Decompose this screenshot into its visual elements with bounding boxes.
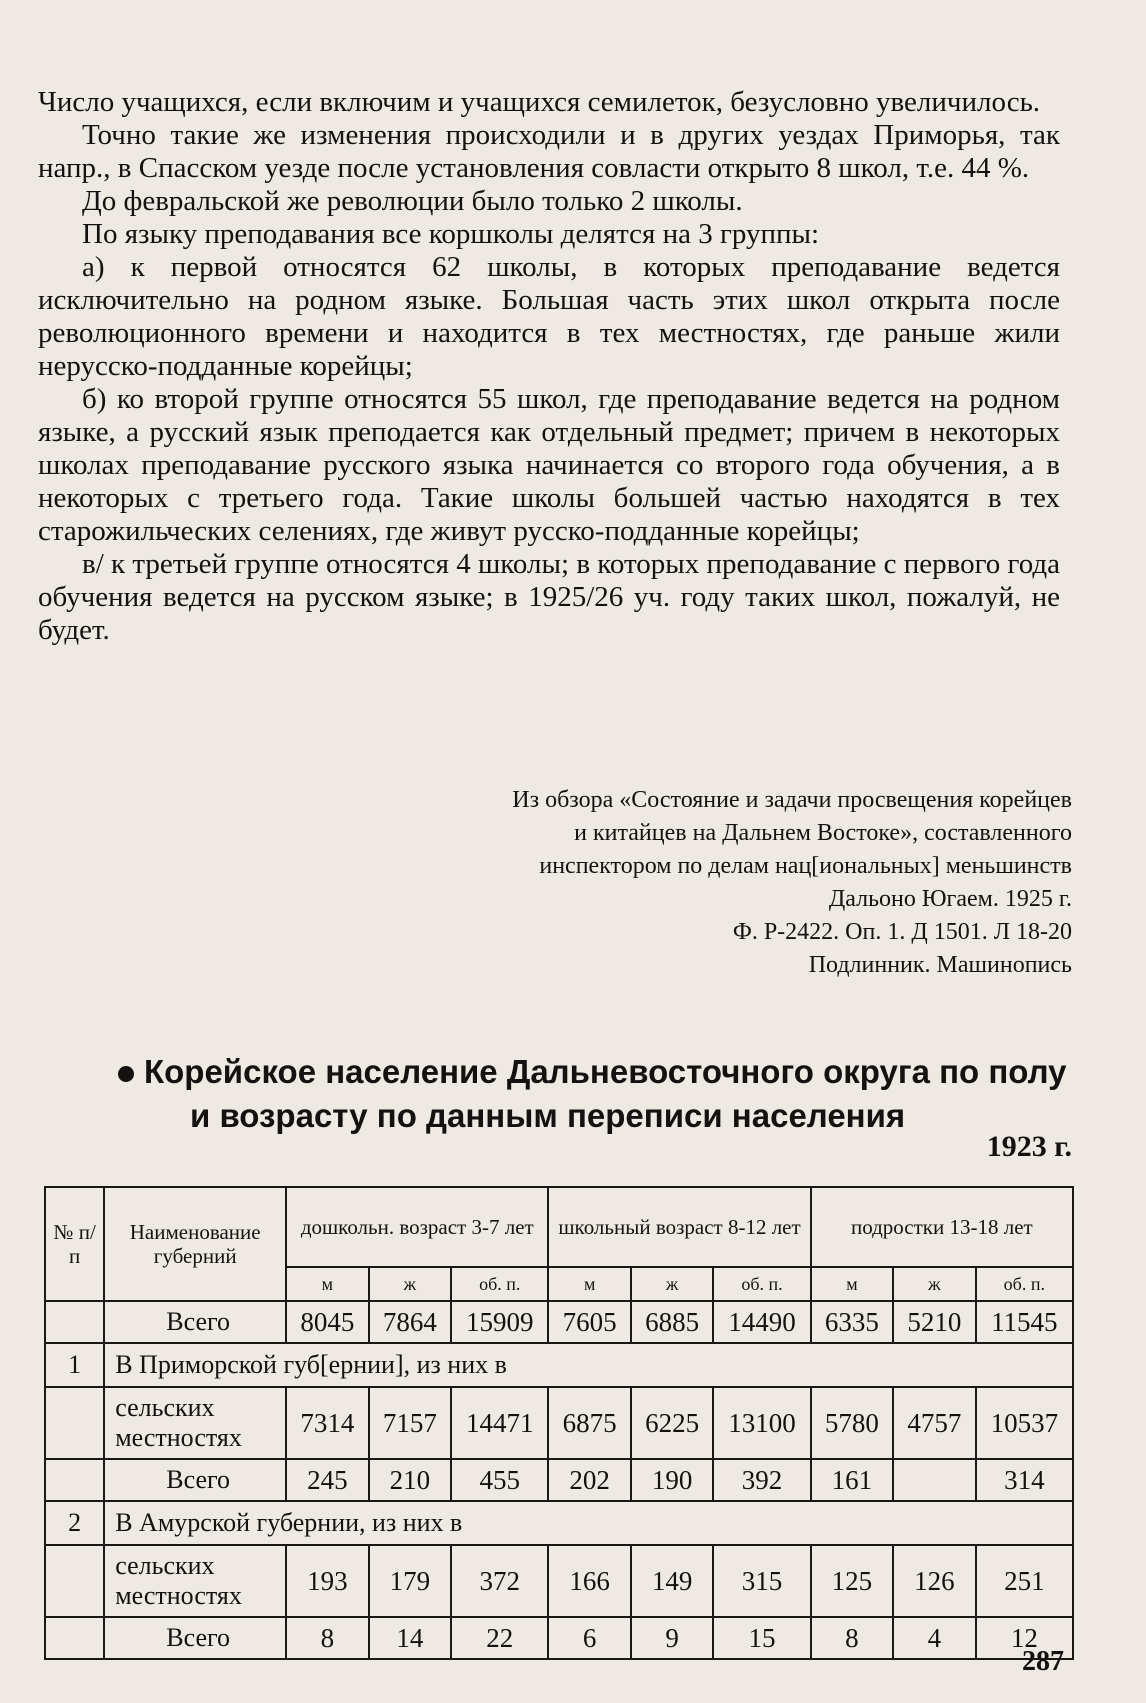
value-cell: 8	[811, 1617, 893, 1659]
paragraph: Точно такие же изменения происходили и в других уездах Приморья, так напр., в Спасском уезде после установления совласти открыто 8 школ, т.е. 44 %.	[38, 119, 1060, 184]
row-number	[45, 1617, 104, 1659]
value-cell: 251	[976, 1545, 1073, 1617]
value-cell: 166	[548, 1545, 630, 1617]
value-cell: 11545	[976, 1301, 1073, 1343]
row-number: 1	[45, 1343, 104, 1387]
subheader-cell: об. п.	[713, 1267, 810, 1301]
row-label: Всего	[104, 1301, 286, 1343]
value-cell: 193	[286, 1545, 368, 1617]
value-cell: 10537	[976, 1387, 1073, 1459]
subheader-cell: ж	[369, 1267, 451, 1301]
header-name: Наименование губерний	[104, 1187, 286, 1301]
value-cell: 22	[451, 1617, 548, 1659]
value-cell: 4757	[893, 1387, 975, 1459]
paragraph: До февральской же революции было только 2 школы.	[82, 185, 743, 217]
value-cell: 7605	[548, 1301, 630, 1343]
value-cell: 149	[631, 1545, 713, 1617]
value-cell: 15	[713, 1617, 810, 1659]
table-row	[45, 1387, 1073, 1459]
subheader-cell: м	[286, 1267, 368, 1301]
value-cell: 314	[976, 1459, 1073, 1501]
heading-line-2: и возрасту по данным переписи населения	[190, 1097, 906, 1134]
table-row	[45, 1343, 1073, 1387]
value-cell: 7157	[369, 1387, 451, 1459]
value-cell: 202	[548, 1459, 630, 1501]
value-cell: 8045	[286, 1301, 368, 1343]
value-cell: 14490	[713, 1301, 810, 1343]
table-row	[45, 1617, 1073, 1659]
value-cell: 15909	[451, 1301, 548, 1343]
row-label: Всего	[104, 1459, 286, 1501]
row-label: Всего	[104, 1617, 286, 1659]
value-cell: 455	[451, 1459, 548, 1501]
row-number	[45, 1545, 104, 1617]
value-cell: 7864	[369, 1301, 451, 1343]
subheader-cell: ж	[893, 1267, 975, 1301]
value-cell: 6	[548, 1617, 630, 1659]
heading-line-1: Корейское население Дальневосточного округа по полу	[144, 1053, 1067, 1090]
paragraph: б) ко второй группе относятся 55 школ, где преподавание ведется на родном языке, а русский язык преподается как отдельный предмет; причем в некоторых школах преподавание русского языка начинается со второго года обучения, а в некоторых с третьего года. Такие школы большей частью находятся в тех старожильческих селениях, где живут русско-подданные корейцы;	[38, 383, 1060, 547]
header-group: подростки 13-18 лет	[811, 1187, 1073, 1267]
census-table	[44, 1186, 1074, 1660]
table-row	[45, 1501, 1073, 1545]
subheader-cell: об. п.	[451, 1267, 548, 1301]
value-cell: 13100	[713, 1387, 810, 1459]
value-cell: 6225	[631, 1387, 713, 1459]
body-text	[38, 86, 1060, 647]
table-row	[45, 1459, 1073, 1501]
value-cell: 6875	[548, 1387, 630, 1459]
value-cell: 210	[369, 1459, 451, 1501]
value-cell: 6885	[631, 1301, 713, 1343]
value-cell: 126	[893, 1545, 975, 1617]
archive-reference: Ф. Р-2422. Оп. 1. Д 1501. Л 18-20	[732, 919, 1072, 945]
row-number	[45, 1301, 104, 1343]
section-label: В Амурской губернии, из них в	[104, 1501, 1073, 1545]
row-number: 2	[45, 1501, 104, 1545]
value-cell: 5210	[893, 1301, 975, 1343]
subheader-cell: об. п.	[976, 1267, 1073, 1301]
section-heading	[118, 1050, 1078, 1138]
header-group: школьный возраст 8-12 лет	[548, 1187, 810, 1267]
row-number	[45, 1387, 104, 1459]
section-label: В Приморской губ[ернии], из них в	[104, 1343, 1073, 1387]
value-cell: 8	[286, 1617, 368, 1659]
value-cell: 179	[369, 1545, 451, 1617]
paragraph: Число учащихся, если включим и учащихся семилеток, безусловно увеличилось.	[38, 86, 1041, 118]
value-cell: 392	[713, 1459, 810, 1501]
value-cell: 14471	[451, 1387, 548, 1459]
value-cell: 190	[631, 1459, 713, 1501]
subheader-cell: м	[548, 1267, 630, 1301]
heading-year: 1923 г.	[986, 1130, 1072, 1163]
value-cell: 12	[976, 1617, 1073, 1659]
source-line: Дальоно Югаем. 1925 г.	[828, 886, 1072, 912]
source-citation	[512, 784, 1072, 982]
paragraph: а) к первой относятся 62 школы, в которых преподавание ведется исключительно на родном языке. Большая часть этих школ открыта после революционного времени и находится в тех местностях, где раньше жили нерусско-подданные корейцы;	[38, 251, 1060, 382]
value-cell: 372	[451, 1545, 548, 1617]
subheader-cell: м	[811, 1267, 893, 1301]
source-line: инспектором по делам нац[иональных] меньшинств	[539, 853, 1072, 879]
value-cell: 245	[286, 1459, 368, 1501]
table-row	[45, 1301, 1073, 1343]
header-group: дошкольн. возраст 3-7 лет	[286, 1187, 548, 1267]
header-no: № п/п	[45, 1187, 104, 1301]
value-cell: 4	[893, 1617, 975, 1659]
value-cell: 7314	[286, 1387, 368, 1459]
value-cell: 5780	[811, 1387, 893, 1459]
document-note: Подлинник. Машинопись	[808, 952, 1072, 978]
subheader-cell: ж	[631, 1267, 713, 1301]
bullet-icon	[118, 1066, 134, 1082]
value-cell: 315	[713, 1545, 810, 1617]
paragraph: По языку преподавания все коршколы делятся на 3 группы:	[82, 218, 820, 250]
value-cell: 125	[811, 1545, 893, 1617]
row-number	[45, 1459, 104, 1501]
value-cell: 161	[811, 1459, 893, 1501]
table-row	[45, 1545, 1073, 1617]
value-cell: 9	[631, 1617, 713, 1659]
paragraph: в/ к третьей группе относятся 4 школы; в которых преподавание с первого года обучения ведется на русском языке; в 1925/26 уч. году таких школ, пожалуй, не будет.	[38, 548, 1060, 646]
page-number: 287	[1022, 1646, 1064, 1677]
value-cell: 6335	[811, 1301, 893, 1343]
row-label: сельских местностях	[104, 1387, 286, 1459]
row-label: сельских местностях	[104, 1545, 286, 1617]
source-line: и китайцев на Дальнем Востоке», составленного	[574, 820, 1072, 846]
source-line: Из обзора «Состояние и задачи просвещения корейцев	[512, 787, 1072, 813]
value-cell: 14	[369, 1617, 451, 1659]
value-cell	[893, 1459, 975, 1501]
